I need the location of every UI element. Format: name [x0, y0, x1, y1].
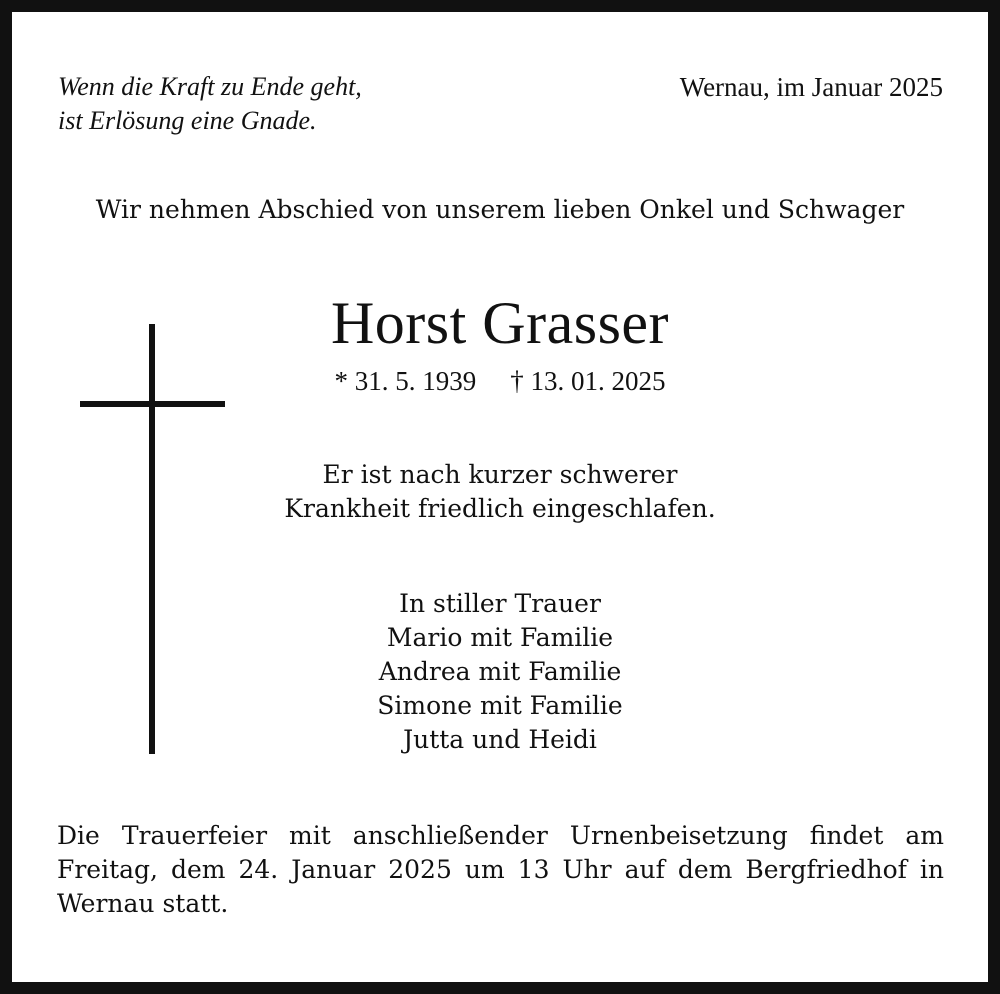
motto-line-1: Wenn die Kraft zu Ende geht, [58, 72, 362, 101]
death-date: † 13. 01. 2025 [510, 366, 666, 396]
message-line-2: Krankheit friedlich eingeschlafen. [284, 494, 716, 523]
death-message [0, 458, 1000, 526]
motto-line-2: ist Erlösung eine Gnade. [58, 106, 317, 135]
mourner-item: Jutta und Heidi [403, 725, 597, 754]
mourners-list [0, 587, 1000, 757]
mourner-item: Mario mit Familie [386, 623, 614, 652]
birth-date: * 31. 5. 1939 [334, 366, 477, 396]
funeral-notice: Die Trauerfeier mit anschließender Urnenbeisetzung findet am Freitag, dem 24. Januar 2025 um 13 Uhr auf dem Bergfriedhof in Wernau statt. [57, 821, 944, 918]
mourner-item: Simone mit Familie [377, 691, 623, 720]
cross-horizontal-bar [80, 401, 225, 407]
message-line-1: Er ist nach kurzer schwerer [322, 460, 678, 489]
mourner-item: Andrea mit Familie [378, 657, 622, 686]
place-date: Wernau, im Januar 2025 [679, 72, 943, 102]
deceased-name: Horst Grasser [330, 290, 670, 356]
motto [58, 70, 478, 138]
intro-text: Wir nehmen Abschied von unserem lieben Onkel und Schwager [95, 195, 905, 224]
mourners-heading: In stiller Trauer [399, 589, 601, 618]
